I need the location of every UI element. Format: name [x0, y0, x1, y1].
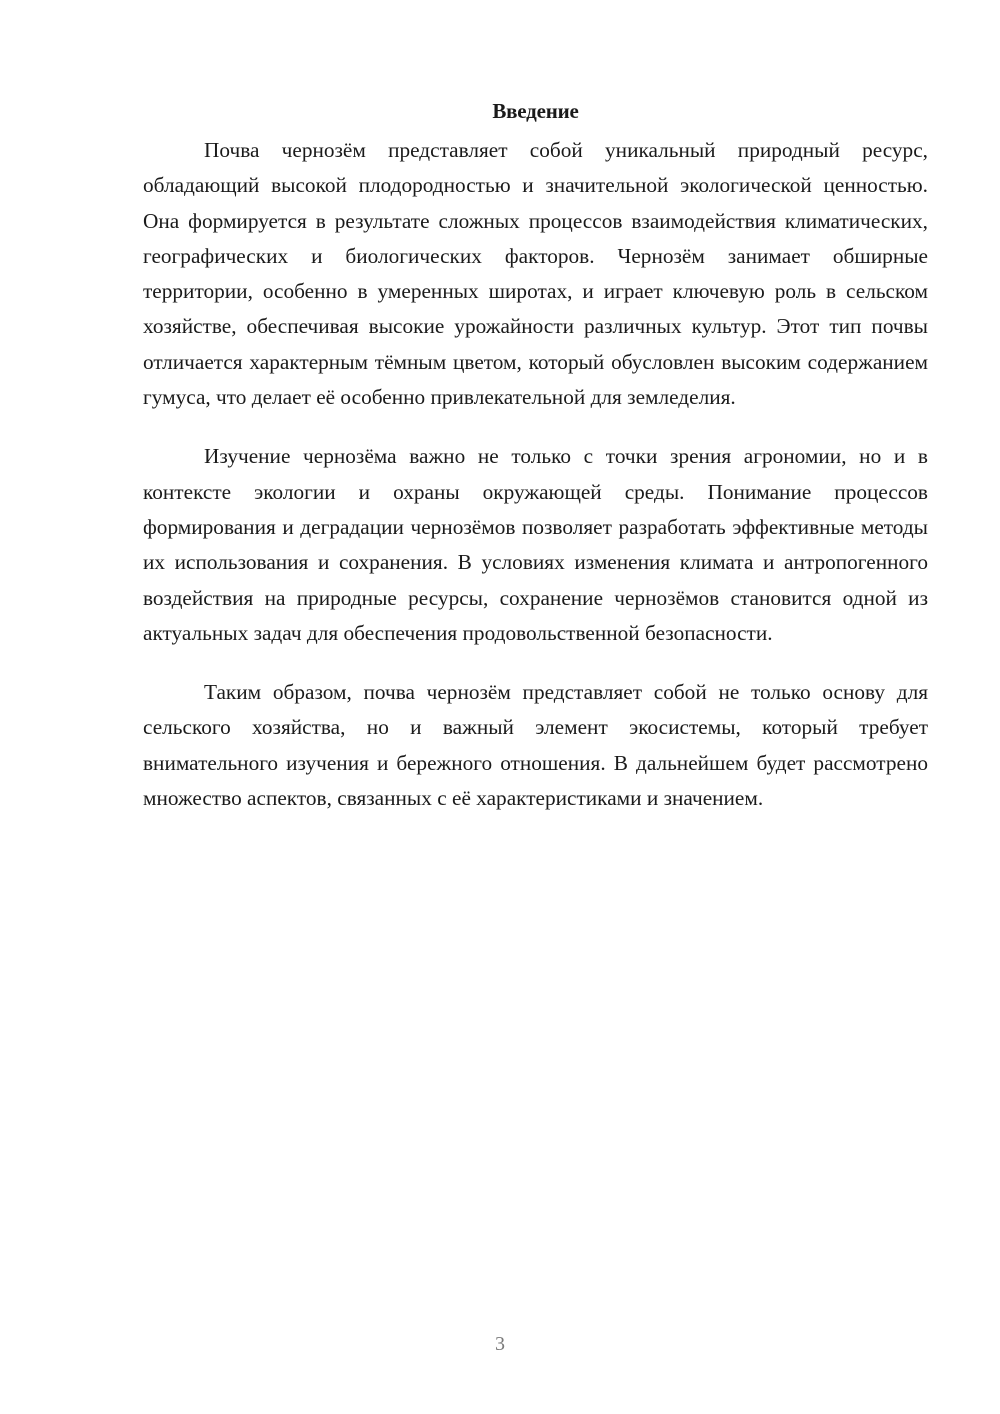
- paragraph-3: Таким образом, почва чернозём представляет собой не только основу для сельского хозяйства, но и важный элемент экосистемы, который требует внимательного изучения и бережного отношения. В дальнейшем будет рассмотрено множество аспектов, связанных с её характеристиками и значением.: [143, 680, 928, 811]
- page-content: [143, 96, 928, 840]
- paragraph-2: Изучение чернозёма важно не только с точки зрения агрономии, но и в контексте экологии и охраны окружающей среды. Понимание процессов формирования и деградации чернозёмов позволяет разработать эффективные методы их использования и сохранения. В условиях изменения климата и антропогенного воздействия на природные ресурсы, сохранение чернозёмов становится одной из актуальных задач для обеспечения продовольственной безопасности.: [143, 444, 928, 645]
- page-number: 3: [495, 1333, 505, 1355]
- paragraph-1: Почва чернозём представляет собой уникальный природный ресурс, обладающий высокой плодородностью и значительной экологической ценностью. Она формируется в результате сложных процессов взаимодействия климатических, географических и биологических факторов. Чернозём занимает обширные территории, особенно в умеренных широтах, и играет ключевую роль в сельском хозяйстве, обеспечивая высокие урожайности различных культур. Этот тип почвы отличается характерным тёмным цветом, который обусловлен высоким содержанием гумуса, что делает её особенно привлекательной для земледелия.: [143, 138, 928, 410]
- section-title: Введение: [492, 99, 579, 123]
